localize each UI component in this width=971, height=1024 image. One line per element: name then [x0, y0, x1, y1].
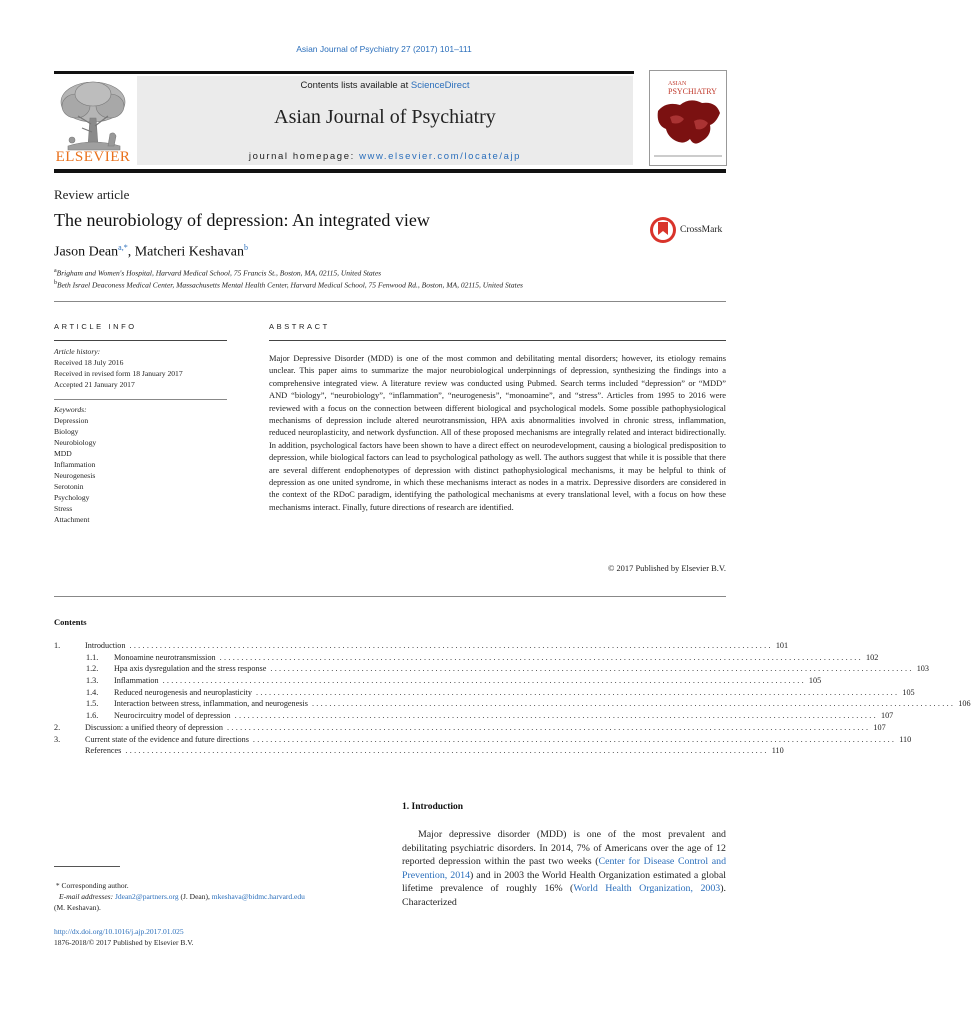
intro-text-part: ) and in 2003 the World Health Organization estimated a global lifetime prevalence of roughly 16% (: [402, 869, 726, 895]
toc-leader-dots: ....................................................................................................................................................: [129, 641, 773, 650]
history-label: Article history:: [54, 347, 101, 356]
toc-leader-dots: ....................................................................................................................................................: [219, 652, 863, 662]
toc-page: 110: [771, 746, 784, 756]
publisher-logo: [54, 76, 132, 164]
contents-divider: [54, 596, 726, 597]
cover-title-line-1: ASIAN: [668, 81, 687, 87]
abstract-rule: [269, 340, 726, 341]
toc-leader-dots: ....................................................................................................................................................: [252, 734, 897, 744]
section-heading-introduction: 1. Introduction: [402, 802, 464, 812]
toc-leader-dots: ....................................................................................................................................................: [256, 687, 900, 697]
keywords-rule: [54, 399, 227, 400]
toc-leader-dots: ....................................................................................................................................................: [227, 722, 871, 732]
toc-label: Reduced neurogenesis and neuroplasticity: [114, 687, 253, 697]
abstract-heading: ABSTRACT: [269, 322, 330, 331]
email-label: E-mail addresses:: [59, 892, 114, 901]
toc-page: 102: [866, 652, 879, 662]
article-info-heading: ARTICLE INFO: [54, 322, 137, 331]
author-separator: ,: [127, 244, 135, 260]
journal-cover-thumbnail[interactable]: [649, 70, 727, 166]
footnote-rule: [54, 866, 120, 867]
affiliation-b-text: Beth Israel Deaconess Medical Center, Massachusetts Mental Health Center, Harvard Medical School, 75 Fenwood Rd., Boston, MA, 02115, United States: [57, 280, 523, 290]
crossmark-icon: [648, 215, 678, 245]
toc-page: 107: [880, 711, 894, 721]
journal-homepage-line: [137, 151, 633, 162]
affiliation-b: [54, 280, 523, 290]
keyword: Inflammation: [54, 460, 96, 469]
toc-entry[interactable]: [54, 710, 894, 722]
toc-number: 1.3.: [86, 676, 99, 686]
toc-label: Discussion: a unified theory of depression: [85, 722, 224, 732]
crossmark-label: CrossMark: [680, 225, 723, 235]
toc-number: 3.: [54, 734, 61, 744]
toc-entry[interactable]: [54, 687, 915, 699]
contents-available-text: Contents lists available at: [300, 80, 411, 91]
keyword: Depression: [54, 416, 89, 425]
email-owner-dean: (J. Dean),: [178, 892, 212, 901]
footnote-star: *: [55, 881, 60, 890]
keyword: Serotonin: [54, 482, 84, 491]
table-of-contents: [54, 640, 971, 757]
author-1-affiliation-marker[interactable]: a,*: [118, 243, 128, 252]
toc-page: 105: [808, 676, 822, 686]
corresponding-label: Corresponding author.: [61, 881, 129, 890]
affiliation-a-text: Brigham and Women's Hospital, Harvard Medical School, 75 Francis St., Boston, MA, 02115, United States: [56, 268, 382, 278]
toc-label: Interaction between stress, inflammation, and neurogenesis: [114, 699, 308, 709]
header-top-rule: [54, 71, 634, 74]
keyword: Neurobiology: [54, 438, 97, 447]
toc-leader-dots: ....................................................................................................................................................: [125, 746, 769, 756]
email-link-dean[interactable]: Jdean2@partners.org: [114, 892, 179, 901]
email-owner-keshavan: (M. Keshavan).: [54, 903, 101, 912]
doi-link[interactable]: http://dx.doi.org/10.1016/j.ajp.2017.01.025: [54, 927, 184, 936]
toc-entry[interactable]: [54, 698, 971, 710]
toc-entry[interactable]: [54, 745, 784, 757]
keyword: Stress: [54, 504, 73, 513]
toc-number: 1.5.: [86, 699, 99, 709]
email-link-keshavan[interactable]: mkeshava@bidmc.harvard.edu: [211, 892, 305, 901]
author-name-1[interactable]: Jason Dean: [54, 244, 119, 260]
abstract-text: Major Depressive Disorder (MDD) is one of the most common and debilitating mental disorders; however, its etiology remains unclear. This paper aims to summarize the major neurobiological underpinnings of depression, synthesizing the findings into a comprehensive integrated view. A literature review was conducted using Pubmed. Search terms included “depression” or “MDD” AND “biology”, “neurobiology”, “inflammation”, “neurogenesis”, “monoamine”, and “stress”. Articles from 1995 to 2016 were reviewed with a focus on the connection between different biological and psychological models. Some possible pathophysiological mechanisms of depression include altered neurotransmission, HPA axis abnormalities involved in chronic stress, inflammation, reduced neuroplasticity, and network dysfunction. All of these proposed mechanisms are integrally related and interact bidirectionally. In addition, psychological factors have been shown to have a direct effect on neurodevelopment, causing a biological predisposition to depression, while biological factors can lead to psychological pathology as well. The authors suggest that while it is possible that there are several different endophenotypes of depression with distinct pathophysiological mechanisms, it may be helpful to think of depression as one united syndrome, in which these mechanisms interact as nodes in a matrix. Depressive disorders are considered in the context of the RDoC paradigm, identifying the pathological mechanisms at every translational level, with a focus on how these mechanisms interact. Finally, future directions of research are identified.: [269, 353, 726, 512]
intro-text-part: ). Characterized: [402, 883, 726, 908]
cover-map-icon: [650, 71, 726, 165]
toc-leader-dots: ....................................................................................................................................................: [270, 664, 914, 674]
toc-number: 1.4.: [86, 687, 99, 697]
toc-leader-dots: ....................................................................................................................................................: [162, 676, 806, 686]
toc-label: Monoamine neurotransmission: [114, 652, 216, 662]
toc-page: 105: [902, 687, 915, 697]
email-line: [54, 891, 384, 902]
citation-link[interactable]: World Health Organization, 2003: [573, 883, 721, 895]
toc-entry[interactable]: [54, 734, 912, 746]
homepage-label: journal homepage:: [248, 151, 360, 162]
issn-line: 1876-2018/© 2017 Published by Elsevier B.V.: [54, 938, 194, 947]
toc-number: 1.: [54, 641, 61, 650]
journal-citation-link[interactable]: Asian Journal of Psychiatry 27 (2017) 101–111: [296, 44, 472, 54]
intro-text-part: Major depressive disorder (MDD) is one of the most prevalent and debilitating psychiatric disorders. In 2014, 7% of Americans over the age of 12 reported depression within the past two weeks (: [402, 829, 726, 868]
keywords-list: [54, 404, 227, 525]
toc-page: 101: [775, 641, 789, 650]
affiliation-a: [54, 268, 381, 278]
journal-homepage-link[interactable]: www.elsevier.com/locate/ajp: [359, 151, 522, 162]
keyword: Biology: [54, 427, 79, 436]
publisher-name: ELSEVIER: [55, 149, 131, 165]
article-title: The neurobiology of depression: An integrated view: [54, 210, 430, 230]
toc-label: Inflammation: [114, 676, 159, 686]
section-divider: [54, 301, 726, 302]
toc-page: 107: [873, 722, 886, 732]
toc-number: 1.1.: [86, 652, 99, 662]
toc-number: 1.6.: [86, 711, 99, 721]
toc-label: References: [85, 746, 122, 756]
toc-entry[interactable]: [54, 640, 789, 652]
toc-number: 2.: [54, 722, 61, 732]
affiliation-a-marker: a: [54, 268, 57, 274]
toc-label: Hpa axis dysregulation and the stress response: [114, 664, 267, 674]
article-info-rule: [54, 340, 227, 341]
toc-entry[interactable]: [54, 652, 879, 664]
toc-leader-dots: ....................................................................................................................................................: [311, 699, 956, 709]
toc-label: Neurocircuitry model of depression: [114, 711, 231, 721]
toc-entry[interactable]: [54, 663, 929, 675]
history-revised: Received in revised form 18 January 2017: [54, 369, 183, 378]
journal-title: Asian Journal of Psychiatry: [274, 106, 496, 128]
corresponding-line: [54, 880, 384, 891]
toc-page: 110: [899, 734, 912, 744]
keywords-label: Keywords:: [54, 405, 87, 414]
citation-link[interactable]: Center for Disease Control and Prevention, 2014: [402, 856, 727, 881]
keyword: MDD: [54, 449, 72, 458]
toc-entry[interactable]: [54, 722, 886, 734]
keyword: Neurogenesis: [54, 471, 96, 480]
toc-page: 106: [958, 699, 971, 709]
author-list: [54, 243, 248, 261]
crossmark-button[interactable]: [648, 214, 730, 246]
toc-label: Current state of the evidence and future directions: [85, 734, 249, 744]
affiliation-b-marker: b: [54, 280, 57, 286]
abstract-copyright: © 2017 Published by Elsevier B.V.: [607, 563, 726, 573]
corresponding-author-footnote: [54, 880, 384, 913]
contents-available-line: [137, 80, 633, 91]
article-history: [54, 346, 227, 390]
sciencedirect-link[interactable]: ScienceDirect: [410, 80, 470, 91]
toc-leader-dots: ....................................................................................................................................................: [234, 711, 878, 721]
header-bottom-rule: [54, 169, 726, 173]
author-2-affiliation-marker[interactable]: b: [243, 243, 248, 252]
cover-title-line-2: PSYCHIATRY: [668, 87, 717, 96]
article-type: Review article: [54, 187, 130, 202]
introduction-paragraph: [402, 828, 726, 910]
author-name-2[interactable]: Matcheri Keshavan: [134, 244, 244, 260]
history-accepted: Accepted 21 January 2017: [54, 380, 135, 389]
history-received: Received 18 July 2016: [54, 358, 124, 367]
keyword: Psychology: [54, 493, 90, 502]
toc-page: 103: [916, 664, 929, 674]
toc-label: Introduction: [85, 641, 126, 650]
keyword: Attachment: [54, 515, 90, 524]
toc-entry[interactable]: [54, 675, 822, 687]
contents-heading: Contents: [54, 617, 87, 627]
toc-number: 1.2.: [86, 664, 99, 674]
